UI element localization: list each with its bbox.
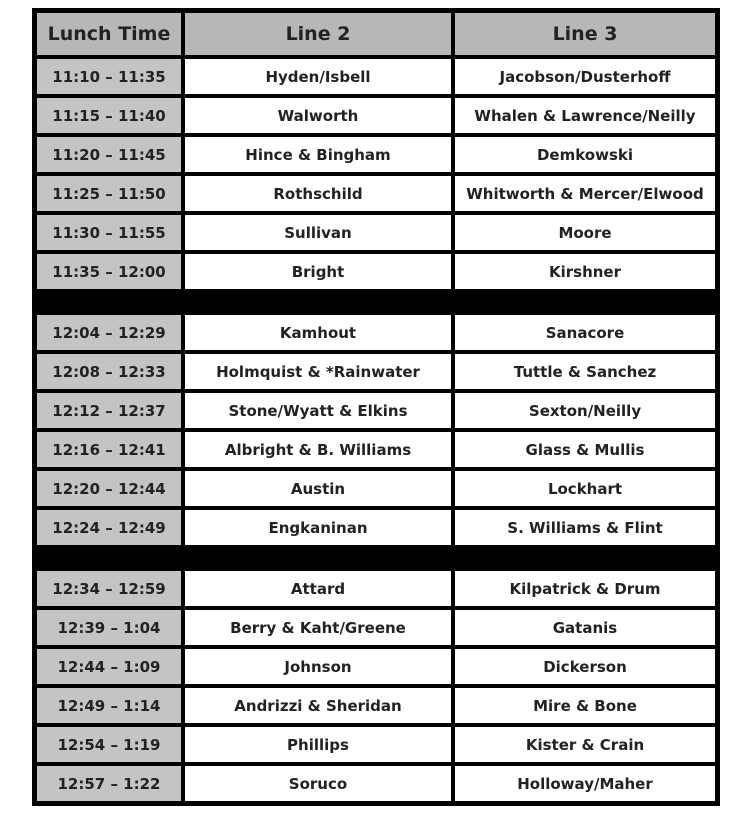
time-cell: 12:12 – 12:37 [35,391,183,430]
line-3-cell: Lockhart [453,469,717,508]
time-cell: 12:44 – 1:09 [35,647,183,686]
line-2-cell: Sullivan [183,213,453,252]
time-cell: 11:35 – 12:00 [35,252,183,291]
time-cell: 12:20 – 12:44 [35,469,183,508]
time-cell: 12:49 – 1:14 [35,686,183,725]
table-row [35,608,717,647]
line-3-cell: Whitworth & Mercer/Elwood [453,174,717,213]
group-separator [35,291,717,313]
table-row [35,252,717,291]
line-3-cell: Whalen & Lawrence/Neilly [453,96,717,135]
table-row [35,686,717,725]
line-3-cell: Moore [453,213,717,252]
table-row [35,764,717,803]
line-2-cell: Hince & Bingham [183,135,453,174]
line-3-cell: Gatanis [453,608,717,647]
line-2-cell: Albright & B. Williams [183,430,453,469]
time-cell: 11:30 – 11:55 [35,213,183,252]
line-2-cell: Walworth [183,96,453,135]
header-lunch-time: Lunch Time [35,11,183,57]
line-2-cell: Stone/Wyatt & Elkins [183,391,453,430]
table-row [35,174,717,213]
time-cell: 12:54 – 1:19 [35,725,183,764]
line-3-cell: Sexton/Neilly [453,391,717,430]
table-row [35,352,717,391]
header-line-2: Line 2 [183,11,453,57]
table-row [35,96,717,135]
time-cell: 11:15 – 11:40 [35,96,183,135]
time-cell: 12:24 – 12:49 [35,508,183,547]
line-2-cell: Andrizzi & Sheridan [183,686,453,725]
line-3-cell: Jacobson/Dusterhoff [453,57,717,96]
line-2-cell: Attard [183,569,453,608]
table-row [35,391,717,430]
line-3-cell: Demkowski [453,135,717,174]
table-row [35,313,717,352]
line-3-cell: Kirshner [453,252,717,291]
line-2-cell: Austin [183,469,453,508]
lunch-schedule-table [32,8,720,806]
line-3-cell: Sanacore [453,313,717,352]
time-cell: 12:57 – 1:22 [35,764,183,803]
line-2-cell: Bright [183,252,453,291]
line-3-cell: Kister & Crain [453,725,717,764]
table-row [35,725,717,764]
line-3-cell: Holloway/Maher [453,764,717,803]
line-2-cell: Hyden/Isbell [183,57,453,96]
table-row [35,647,717,686]
table-row [35,430,717,469]
line-3-cell: Dickerson [453,647,717,686]
time-cell: 12:39 – 1:04 [35,608,183,647]
header-line-3: Line 3 [453,11,717,57]
table-row [35,469,717,508]
group-separator [35,547,717,569]
table-row [35,57,717,96]
line-2-cell: Holmquist & *Rainwater [183,352,453,391]
time-cell: 11:20 – 11:45 [35,135,183,174]
table-row [35,569,717,608]
line-2-cell: Soruco [183,764,453,803]
line-2-cell: Rothschild [183,174,453,213]
separator-bar [35,547,717,569]
header-row [35,11,717,57]
time-cell: 12:08 – 12:33 [35,352,183,391]
time-cell: 12:34 – 12:59 [35,569,183,608]
line-3-cell: Glass & Mullis [453,430,717,469]
time-cell: 12:16 – 12:41 [35,430,183,469]
time-cell: 11:10 – 11:35 [35,57,183,96]
separator-bar [35,291,717,313]
line-3-cell: Kilpatrick & Drum [453,569,717,608]
line-2-cell: Berry & Kaht/Greene [183,608,453,647]
table-row [35,213,717,252]
line-2-cell: Engkaninan [183,508,453,547]
line-2-cell: Johnson [183,647,453,686]
lunch-schedule [32,8,720,806]
line-2-cell: Phillips [183,725,453,764]
time-cell: 11:25 – 11:50 [35,174,183,213]
line-3-cell: Mire & Bone [453,686,717,725]
line-2-cell: Kamhout [183,313,453,352]
schedule-body [35,57,717,803]
table-row [35,508,717,547]
table-row [35,135,717,174]
line-3-cell: Tuttle & Sanchez [453,352,717,391]
line-3-cell: S. Williams & Flint [453,508,717,547]
time-cell: 12:04 – 12:29 [35,313,183,352]
